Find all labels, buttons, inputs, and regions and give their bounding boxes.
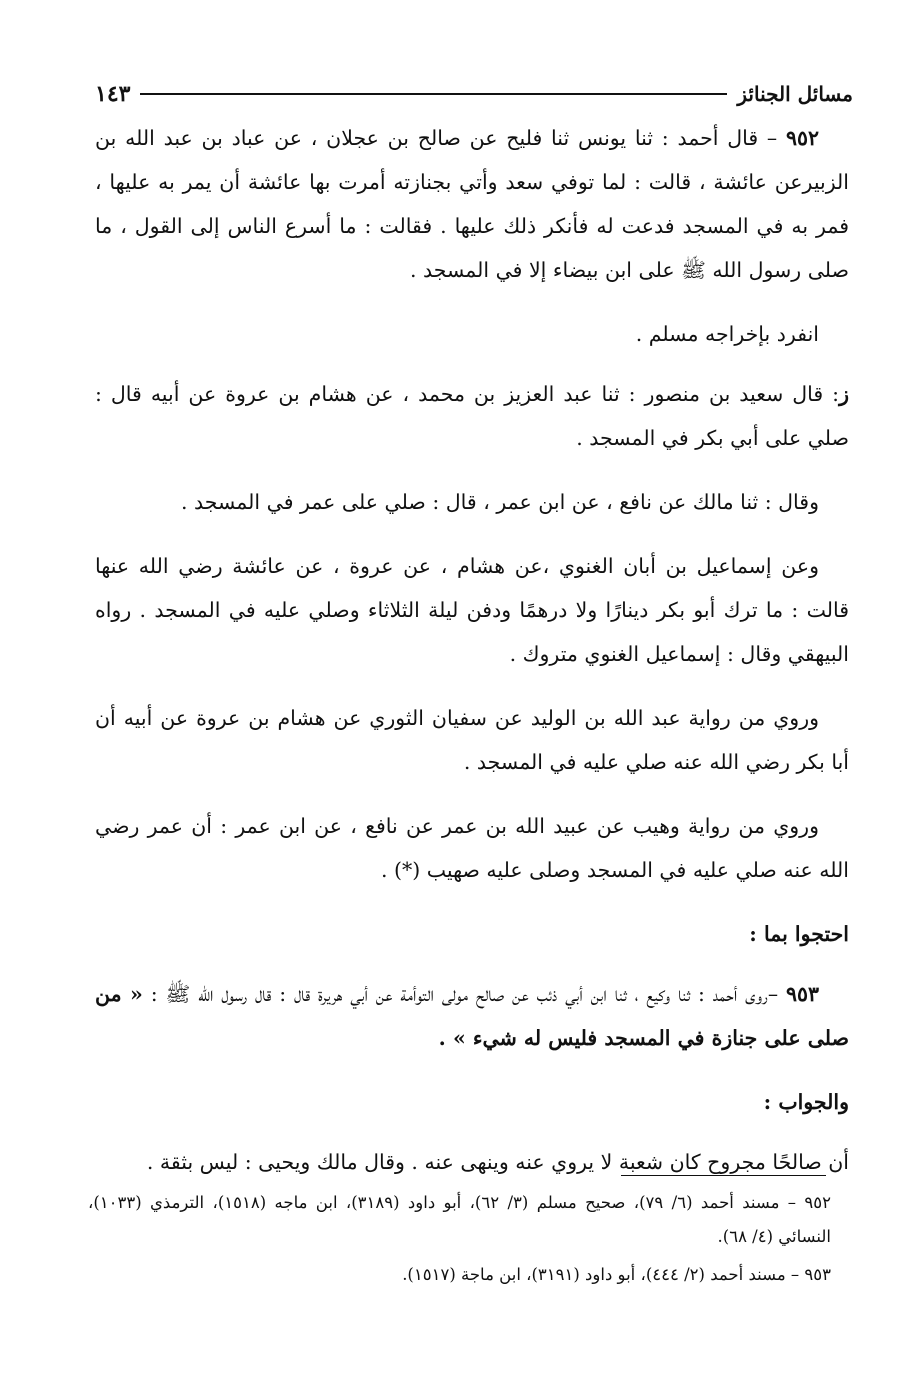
hadith-number: ٩٥٣ <box>785 982 819 1006</box>
footnote: ٩٥٣ – مسند أحمد (٢/ ٤٤٤)، أبو داود (٣١٩١)، ابن ماجة (١٥١٧). <box>402 1265 831 1284</box>
paragraph-text: : قال سعيد بن منصور : ثنا عبد العزيز بن محمد ، عن هشام بن عروة عن أبيه قال : صلي على أبي بكر في المسجد . <box>95 382 849 450</box>
paragraph-text: انفرد بإخراجه مسلم . <box>635 322 819 346</box>
paragraph <box>95 544 849 676</box>
paragraph-text: وقال : ثنا مالك عن نافع ، عن ابن عمر ، قال : صلي على عمر في المسجد . <box>180 490 819 514</box>
paragraph <box>95 1140 849 1184</box>
heading-text: والجواب : <box>763 1090 849 1114</box>
hadith-text: – قال أحمد : ثنا يونس ثنا فليح عن صالح بن عجلان ، عن عباد بن عبد الله بن الزبيرعن عائشة ، قالت : لما توفي سعد وأتي بجنازته أمرت بها عائشة أن يمر به عليها ، فمر به في المسجد فدعت له فأنكر ذلك عليها . فقالت : ما أسرع الناس إلى القول ، ما صلى رسول الله ﷺ على ابن بيضاء إلا في المسجد . <box>95 126 849 282</box>
section-heading <box>95 912 849 956</box>
hadith-number: ٩٥٢ <box>785 126 819 150</box>
header-rule <box>140 93 727 95</box>
paragraph <box>95 480 849 524</box>
page-number: ١٤٣ <box>95 81 131 107</box>
paragraph-text: أن صالحًا مجروح كان شعبة لا يروي عنه وينهى عنه . وقال مالك ويحيى : ليس بثقة . <box>146 1150 849 1174</box>
hadith-text: –روى أحمد : ثنا وكيع ، ثنا ابن أبي ذئب عن صالح مولى التوأمة عن أبي هريرة قال : قال رسول الله ﷺ : <box>142 982 786 1006</box>
section-heading <box>95 1080 849 1124</box>
running-title: مسائل الجنائز <box>737 82 853 106</box>
hadith-953 <box>95 972 849 1060</box>
hadith-952 <box>95 116 849 292</box>
paragraph <box>95 312 849 356</box>
paragraph <box>95 804 849 892</box>
prophetic-quote: « من صلى على جنازة في المسجد فليس له شيء » . <box>95 982 849 1050</box>
paragraph-text: وروي من رواية وهيب عن عبيد الله بن عمر عن نافع ، عن ابن عمر : أن عمر رضي الله عنه صلي عليه في المسجد وصلى عليه صهيب (*) . <box>95 814 849 882</box>
heading-text: احتجوا بما : <box>749 922 849 946</box>
page-header <box>95 74 853 114</box>
paragraph-text: وروي من رواية عبد الله بن الوليد عن سفيان الثوري عن هشام بن عروة عن أبيه أن أبا بكر رضي الله عنه صلي عليه في المسجد . <box>95 706 849 774</box>
footnote-separator <box>621 1175 826 1176</box>
paragraph-text: وعن إسماعيل بن أبان الغنوي ،عن هشام ، عن عروة ، عن عائشة رضي الله عنها قالت : ما ترك أبو بكر دينارًا ولا درهمًا ودفن ليلة الثلاثاء وصلي عليه في المسجد . رواه البيهقي وقال : إسماعيل الغنوي متروك . <box>95 554 849 666</box>
main-text <box>95 116 849 1204</box>
footnote: ٩٥٢ – مسند أحمد (٦/ ٧٩)، صحيح مسلم (٣/ ٦٢)، أبو داود (٣١٨٩)، ابن ماجه (١٥١٨)، الترمذي (١٠٣٣)، النسائي (٤/ ٦٨). <box>88 1193 831 1246</box>
paragraph <box>95 372 849 460</box>
footnotes <box>88 1186 831 1296</box>
siglum-mark: ز <box>839 382 849 406</box>
paragraph <box>95 696 849 784</box>
